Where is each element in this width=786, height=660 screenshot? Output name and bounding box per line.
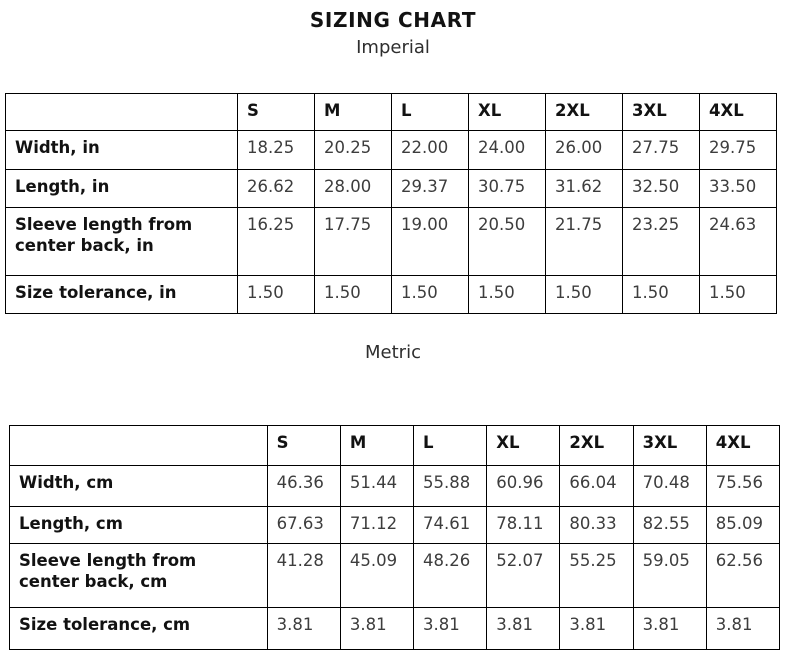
row-label: Width, in bbox=[6, 131, 238, 170]
value-cell: 59.05 bbox=[633, 544, 706, 608]
value-cell: 1.50 bbox=[392, 276, 469, 314]
size-header: 4XL bbox=[700, 94, 777, 131]
size-header: S bbox=[267, 426, 340, 466]
row-label: Sleeve length from center back, in bbox=[6, 208, 238, 276]
value-cell: 17.75 bbox=[315, 208, 392, 276]
value-cell: 18.25 bbox=[238, 131, 315, 170]
value-cell: 20.50 bbox=[469, 208, 546, 276]
value-cell: 24.63 bbox=[700, 208, 777, 276]
value-cell: 3.81 bbox=[560, 608, 633, 650]
row-label: Length, in bbox=[6, 170, 238, 208]
value-cell: 75.56 bbox=[706, 466, 779, 507]
value-cell: 24.00 bbox=[469, 131, 546, 170]
imperial-section-subtitle: Imperial bbox=[356, 37, 430, 58]
value-cell: 1.50 bbox=[469, 276, 546, 314]
value-cell: 80.33 bbox=[560, 507, 633, 544]
imperial-header-row bbox=[6, 94, 777, 131]
row-label: Length, cm bbox=[10, 507, 268, 544]
value-cell: 21.75 bbox=[546, 208, 623, 276]
value-cell: 71.12 bbox=[340, 507, 413, 544]
value-cell: 1.50 bbox=[315, 276, 392, 314]
value-cell: 82.55 bbox=[633, 507, 706, 544]
value-cell: 3.81 bbox=[487, 608, 560, 650]
value-cell: 48.26 bbox=[414, 544, 487, 608]
value-cell: 1.50 bbox=[546, 276, 623, 314]
empty-corner-cell bbox=[10, 426, 268, 466]
value-cell: 70.48 bbox=[633, 466, 706, 507]
value-cell: 46.36 bbox=[267, 466, 340, 507]
row-length-cm bbox=[10, 507, 780, 544]
value-cell: 1.50 bbox=[623, 276, 700, 314]
row-label: Width, cm bbox=[10, 466, 268, 507]
value-cell: 3.81 bbox=[633, 608, 706, 650]
row-size-tolerance-in bbox=[6, 276, 777, 314]
row-size-tolerance-cm bbox=[10, 608, 780, 650]
value-cell: 52.07 bbox=[487, 544, 560, 608]
value-cell: 22.00 bbox=[392, 131, 469, 170]
size-header: S bbox=[238, 94, 315, 131]
value-cell: 3.81 bbox=[267, 608, 340, 650]
imperial-sizing-table bbox=[5, 93, 777, 314]
empty-corner-cell bbox=[6, 94, 238, 131]
value-cell: 67.63 bbox=[267, 507, 340, 544]
row-label: Size tolerance, cm bbox=[10, 608, 268, 650]
value-cell: 28.00 bbox=[315, 170, 392, 208]
value-cell: 27.75 bbox=[623, 131, 700, 170]
value-cell: 1.50 bbox=[238, 276, 315, 314]
row-width-cm bbox=[10, 466, 780, 507]
row-length-in bbox=[6, 170, 777, 208]
value-cell: 66.04 bbox=[560, 466, 633, 507]
row-sleeve-length-in bbox=[6, 208, 777, 276]
row-label: Size tolerance, in bbox=[6, 276, 238, 314]
size-header: L bbox=[414, 426, 487, 466]
size-header: 3XL bbox=[633, 426, 706, 466]
value-cell: 29.75 bbox=[700, 131, 777, 170]
size-header: XL bbox=[487, 426, 560, 466]
size-header: M bbox=[315, 94, 392, 131]
row-sleeve-length-cm bbox=[10, 544, 780, 608]
value-cell: 20.25 bbox=[315, 131, 392, 170]
value-cell: 78.11 bbox=[487, 507, 560, 544]
metric-section-subtitle: Metric bbox=[365, 342, 421, 363]
value-cell: 26.00 bbox=[546, 131, 623, 170]
size-header: 2XL bbox=[546, 94, 623, 131]
value-cell: 45.09 bbox=[340, 544, 413, 608]
value-cell: 85.09 bbox=[706, 507, 779, 544]
value-cell: 16.25 bbox=[238, 208, 315, 276]
size-header: 4XL bbox=[706, 426, 779, 466]
value-cell: 29.37 bbox=[392, 170, 469, 208]
size-header: M bbox=[340, 426, 413, 466]
size-header: L bbox=[392, 94, 469, 131]
value-cell: 19.00 bbox=[392, 208, 469, 276]
value-cell: 41.28 bbox=[267, 544, 340, 608]
value-cell: 1.50 bbox=[700, 276, 777, 314]
value-cell: 3.81 bbox=[340, 608, 413, 650]
value-cell: 74.61 bbox=[414, 507, 487, 544]
value-cell: 3.81 bbox=[414, 608, 487, 650]
row-width-in bbox=[6, 131, 777, 170]
value-cell: 26.62 bbox=[238, 170, 315, 208]
value-cell: 55.88 bbox=[414, 466, 487, 507]
value-cell: 51.44 bbox=[340, 466, 413, 507]
value-cell: 55.25 bbox=[560, 544, 633, 608]
value-cell: 30.75 bbox=[469, 170, 546, 208]
metric-header-row bbox=[10, 426, 780, 466]
size-header: 3XL bbox=[623, 94, 700, 131]
metric-sizing-table bbox=[9, 425, 780, 650]
size-header: 2XL bbox=[560, 426, 633, 466]
value-cell: 31.62 bbox=[546, 170, 623, 208]
value-cell: 3.81 bbox=[706, 608, 779, 650]
value-cell: 60.96 bbox=[487, 466, 560, 507]
value-cell: 62.56 bbox=[706, 544, 779, 608]
value-cell: 32.50 bbox=[623, 170, 700, 208]
row-label: Sleeve length from center back, cm bbox=[10, 544, 268, 608]
page-title: SIZING CHART bbox=[309, 8, 477, 32]
value-cell: 23.25 bbox=[623, 208, 700, 276]
value-cell: 33.50 bbox=[700, 170, 777, 208]
size-header: XL bbox=[469, 94, 546, 131]
